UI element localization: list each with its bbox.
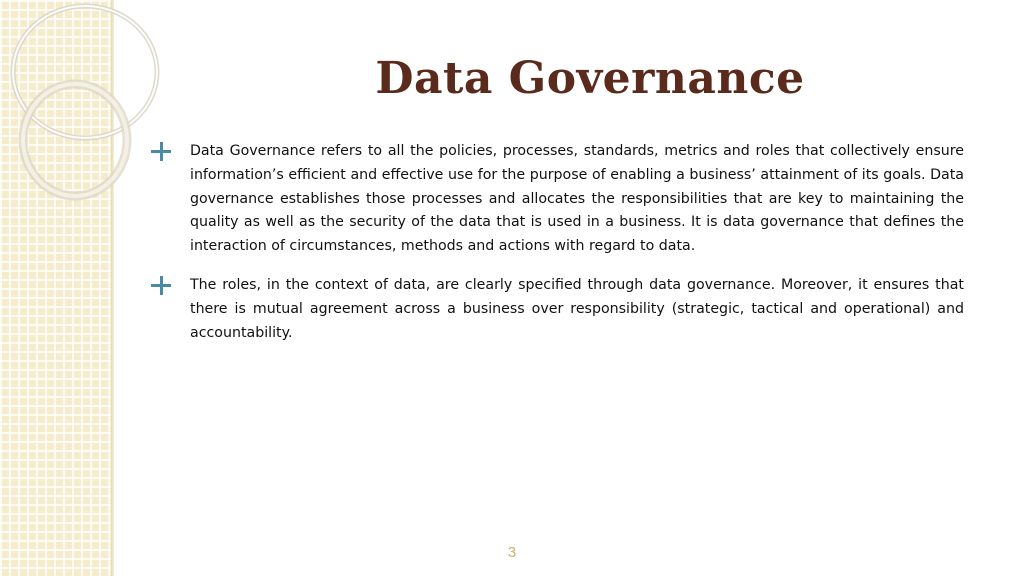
bullet-item <box>150 274 964 345</box>
slide-title: Data Governance <box>375 53 805 104</box>
plus-icon <box>151 276 171 296</box>
page-number: 3 <box>507 544 517 561</box>
bullet-list <box>150 140 964 360</box>
bullet-text: Data Governance refers to all the policies, processes, standards, metrics and roles that collectively ensure information’s efficient and effective use for the purpose of enabling a business’ attainment of its goals. Data governance establishes those processes and allocates the responsibilities that are key to maintaining the quality as well as the security of the data that is used in a business. It is data governance that defines the interaction of circumstances, methods and actions with regard to data. <box>190 143 964 255</box>
bullet-text: The roles, in the context of data, are clearly specified through data governance. Moreover, it ensures that there is mutual agreement across a business over responsibility (strategic, tactical and operational) and accountability. <box>190 276 964 341</box>
plus-icon <box>151 142 171 162</box>
bullet-item <box>150 140 964 259</box>
